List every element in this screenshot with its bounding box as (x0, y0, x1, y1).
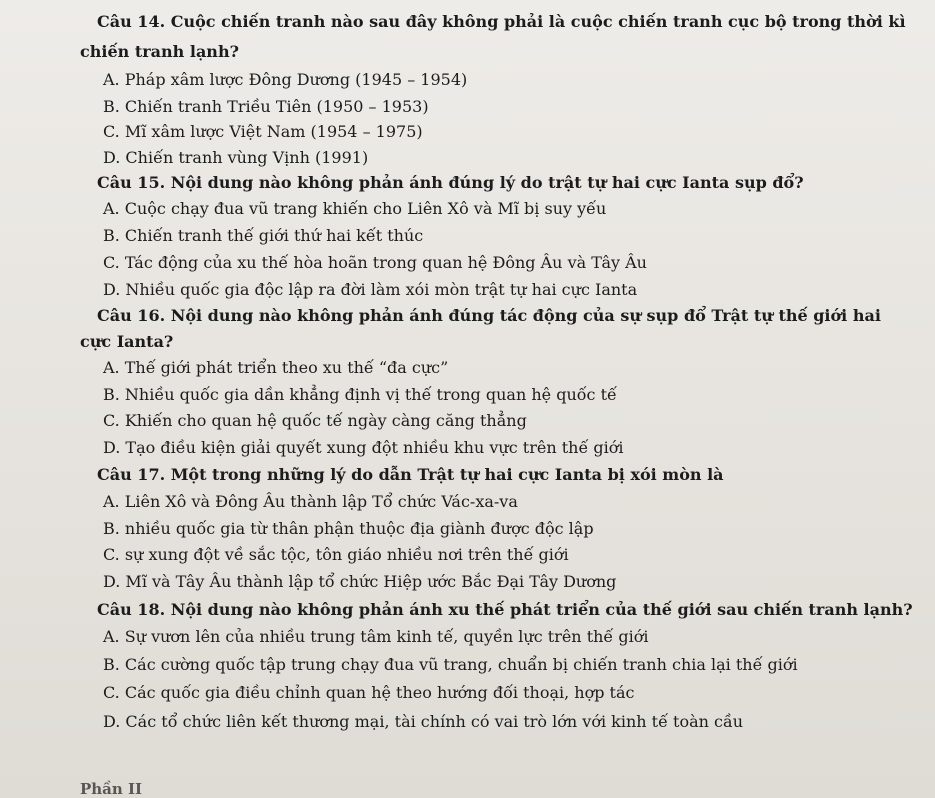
q18-option-b: B. Các cường quốc tập trung chạy đua vũ trang, chuẩn bị chiến tranh chia lại thế giới (103, 655, 798, 674)
q14-option-c: C. Mĩ xâm lược Việt Nam (1954 – 1975) (103, 122, 423, 141)
q18-option-c: C. Các quốc gia điều chỉnh quan hệ theo hướng đối thoại, hợp tác (103, 683, 635, 702)
q17-option-d: D. Mĩ và Tây Âu thành lập tổ chức Hiệp ước Bắc Đại Tây Dương (103, 572, 617, 591)
q14-option-a: A. Pháp xâm lược Đông Dương (1945 – 1954) (103, 70, 468, 89)
q18-stem-line-1: Câu 18. Nội dung nào không phản ánh xu thế phát triển của thế giới sau chiến tranh lạnh? (97, 600, 913, 619)
q15-option-a: A. Cuộc chạy đua vũ trang khiến cho Liên Xô và Mĩ bị suy yếu (103, 199, 607, 218)
q17-stem-line-1: Câu 17. Một trong những lý do dẫn Trật tự hai cực Ianta bị xói mòn là (97, 465, 724, 484)
q15-option-d: D. Nhiều quốc gia độc lập ra đời làm xói mòn trật tự hai cực Ianta (103, 280, 638, 299)
q14-stem-line-2: chiến tranh lạnh? (80, 42, 239, 61)
q16-option-d: D. Tạo điều kiện giải quyết xung đột nhiều khu vực trên thế giới (103, 438, 624, 457)
q15-option-c: C. Tác động của xu thế hòa hoãn trong quan hệ Đông Âu và Tây Âu (103, 253, 647, 272)
q15-option-b: B. Chiến tranh thế giới thứ hai kết thúc (103, 226, 424, 245)
q18-option-a: A. Sự vươn lên của nhiều trung tâm kinh tế, quyền lực trên thế giới (103, 627, 649, 646)
q17-option-b: B. nhiều quốc gia từ thân phận thuộc địa giành được độc lập (103, 519, 594, 538)
q16-stem-line-2: cực Ianta? (80, 332, 174, 351)
q14-option-b: B. Chiến tranh Triều Tiên (1950 – 1953) (103, 97, 429, 116)
q17-option-a: A. Liên Xô và Đông Âu thành lập Tổ chức Vác-xa-va (103, 492, 518, 511)
q16-option-c: C. Khiến cho quan hệ quốc tế ngày càng căng thẳng (103, 411, 527, 430)
q14-stem-line-1: Câu 14. Cuộc chiến tranh nào sau đây không phải là cuộc chiến tranh cục bộ trong thời kì (97, 12, 906, 31)
q16-option-a: A. Thế giới phát triển theo xu thế “đa cực” (103, 358, 449, 377)
q18-option-d: D. Các tổ chức liên kết thương mại, tài chính có vai trò lớn với kinh tế toàn cầu (103, 712, 744, 731)
q15-stem-line-1: Câu 15. Nội dung nào không phản ánh đúng lý do trật tự hai cực Ianta sụp đổ? (97, 173, 804, 192)
q14-option-d: D. Chiến tranh vùng Vịnh (1991) (103, 148, 369, 167)
q17-option-c: C. sự xung đột về sắc tộc, tôn giáo nhiều nơi trên thế giới (103, 545, 569, 564)
q16-option-b: B. Nhiều quốc gia dần khẳng định vị thế trong quan hệ quốc tế (103, 385, 617, 404)
section-heading: Phần II (80, 780, 143, 798)
q16-stem-line-1: Câu 16. Nội dung nào không phản ánh đúng tác động của sự sụp đổ Trật tự thế giới hai (97, 306, 881, 325)
